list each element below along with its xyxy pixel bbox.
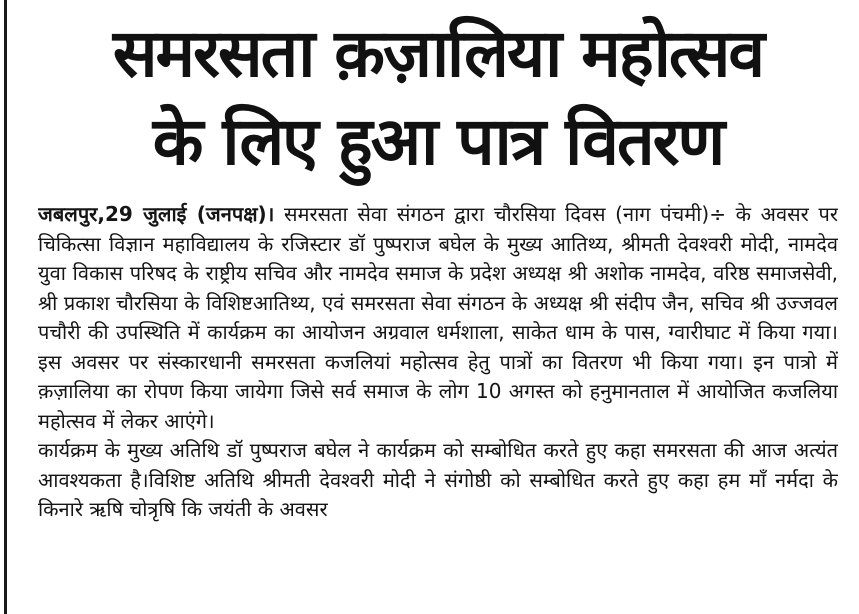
article-paragraph-2: कार्यक्रम के मुख्य अतिथि डॉ पुष्पराज बघेल ने कार्यक्रम को सम्बोधित करते हुए कहा समरसता की आज अत्यंत आवश्यकता है।विशिष्ट अतिथि श्रीमती देवश्वरी मोदी ने संगोष्ठी को सम्बोधित करते हुए कहा हम माँ नर्मदा के किनारे ऋषि चोत्रृषि कि जयंती के अवसर [38,438,838,521]
headline-line-1: समरसता क़ज़ालिया महोत्सव [112,15,764,92]
article-body [38,200,838,525]
paragraph-1-text: समरसता सेवा संगठन द्वारा चौरसिया दिवस (नाग पंचमी)÷ के अवसर पर चिकित्सा विज्ञान महाविद्यालय के रजिस्टार डॉ पुष्पराज बघेल के मुख्य आतिथ्य, श्रीमती देवश्वरी मोदी, नामदेव युवा विकास परिषद के राष्ट्रीय सचिव और नामदेव समाज के प्रदेश अध्यक्ष श्री अशोक नामदेव, वरिष्ठ समाजसेवी, श्री प्रकाश चौरसिया के विशिष्टआतिथ्य, एवं समरसता सेवा संगठन के अध्यक्ष श्री संदीप जैन, सचिव श्री उज्जवल पचौरी की उपस्थिति में कार्यक्रम का आयोजन अग्रवाल धर्मशाला, साकेत धाम के पास, ग्वारीघाट में किया गया। इस अवसर पर संस्कारधानी समरसता कजलियां महोत्सव हेतु पात्रों का वितरण भी किया गया। इन पात्रो में क़ज़ालिया का रोपण किया जायेगा जिसे सर्व समाज के लोग 10 अगस्त को हनुमानताल में आयोजित कजलिया महोत्सव में लेकर आएंगे। [38,202,838,433]
headline [38,10,838,186]
news-clipping [38,0,838,614]
dateline: जबलपुर,29 जुलाई (जनपक्ष)। [38,202,275,226]
column-rule [4,0,7,614]
headline-line-2: के लिए हुआ पात्र वितरण [152,103,724,180]
article-paragraph-1 [38,200,838,436]
